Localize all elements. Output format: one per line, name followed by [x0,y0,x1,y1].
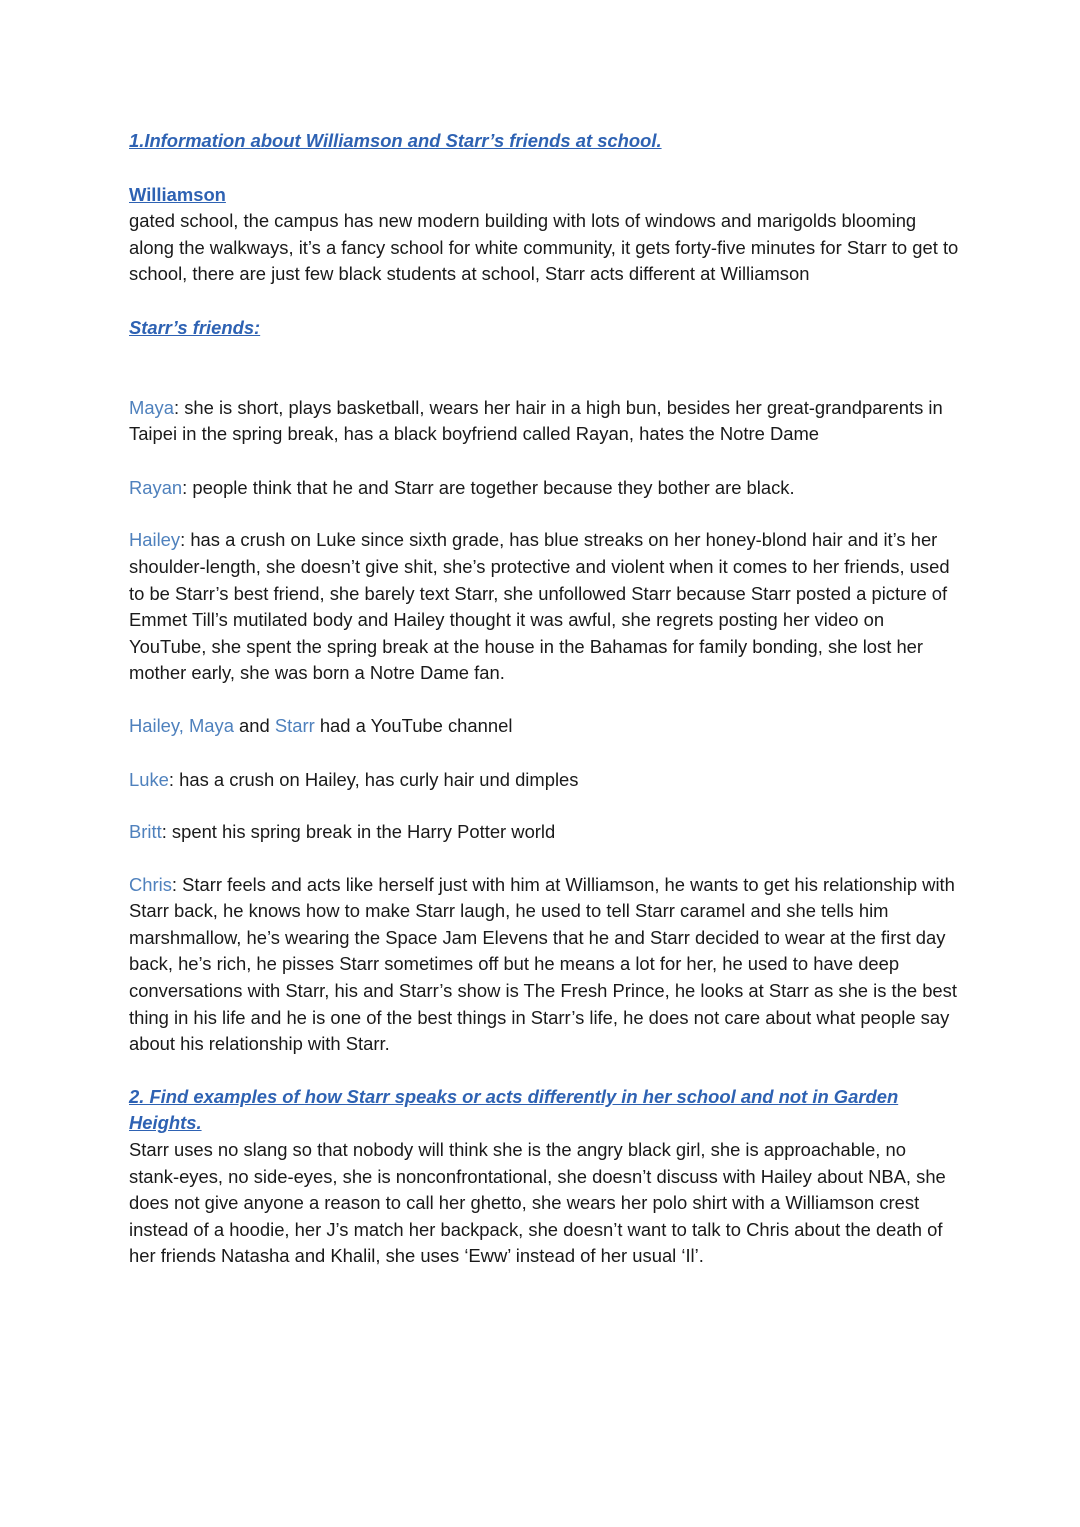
section2-heading: 2. Find examples of how Starr speaks or acts differently in her school and not in Garden Heights. [129,1085,899,1134]
spacer [129,288,959,315]
hailey-paragraph [129,527,959,687]
rayan-paragraph [129,475,959,502]
luke-text: : has a crush on Hailey, has curly hair und dimples [168,768,579,790]
document-page [129,128,959,1270]
spacer [129,501,959,527]
youtube-names-1: Hailey, Maya [129,714,234,736]
spacer [129,740,959,767]
hailey-text: : has a crush on Luke since sixth grade, has blue streaks on her honey-blond hair and it’s her shoulder-length, she doesn’t give shit, she’s protective and violent when it comes to her friends, used to be Starr’s best friend, she barely text Starr, she unfollowed Starr because Starr posted a picture of Emmet Till’s mutilated body and Hailey thought it was awful, she regrets posting her video on YouTube, she spent the spring break at the house in the Bahamas for family bonding, she lost her mother early, she was born a Notre Dame fan. [129,529,950,684]
britt-name: Britt [129,821,162,843]
spacer [129,155,959,182]
luke-paragraph [129,767,959,794]
section2-text: Starr uses no slang so that nobody will think she is the angry black girl, she is approachable, no stank-eyes, no side-eyes, she is nonconfrontational, she doesn’t discuss with Hailey about NBA, she does not give anyone a reason to call her ghetto, she wears her polo shirt with a Williamson crest instead of a hoodie, her J’s match her backpack, she doesn’t want to talk to Chris about the death of her friends Natasha and Khalil, she uses ‘Eww’ instead of her usual ‘Il’. [129,1139,946,1267]
youtube-paragraph [129,713,959,740]
luke-name: Luke [129,768,169,790]
williamson-title: Williamson [129,183,226,205]
britt-text: : spent his spring break in the Harry Potter world [161,821,556,843]
spacer [129,342,959,369]
rayan-text: : people think that he and Starr are together because they bother are black. [182,476,795,498]
spacer [129,846,959,872]
rayan-name: Rayan [129,476,183,498]
youtube-and: and [233,714,275,736]
spacer [129,687,959,713]
friends-title: Starr’s friends: [129,316,261,338]
spacer [129,448,959,475]
hailey-name: Hailey [129,529,181,551]
spacer [129,1058,959,1084]
williamson-text: gated school, the campus has new modern building with lots of windows and marigolds blooming along the walkways, it’s a fancy school for white community, it gets forty-five minutes for Starr to get to school, there are just few black students at school, Starr acts different at Williamson [129,210,959,285]
maya-paragraph [129,395,959,448]
maya-name: Maya [129,396,174,418]
britt-paragraph [129,819,959,846]
youtube-text: had a YouTube channel [314,714,513,736]
spacer [129,369,959,395]
maya-text: : she is short, plays basketball, wears her hair in a high bun, besides her great-grandparents in Taipei in the spring break, has a black boyfriend called Rayan, hates the Notre Dame [129,396,943,445]
section1-heading: 1.Information about Williamson and Starr’s friends at school. [129,130,662,151]
chris-name: Chris [129,873,172,895]
chris-text: : Starr feels and acts like herself just with him at Williamson, he wants to get his relationship with Starr back, he knows how to make Starr laugh, he used to tell Starr caramel and she tells him marshmallow, he’s wearing the Space Jam Elevens that he and Starr decided to wear at the first day back, he’s rich, he pisses Starr sometimes off but he means a lot for her, he used to have deep conversations with Starr, his and Starr’s show is The Fresh Prince, he looks at Starr as she is the best thing in his life and he is one of the best things in Starr’s life, he does not care about what people say about his relationship with Starr. [129,873,957,1055]
spacer [129,793,959,819]
chris-paragraph [129,872,959,1058]
youtube-names-2: Starr [274,714,315,736]
